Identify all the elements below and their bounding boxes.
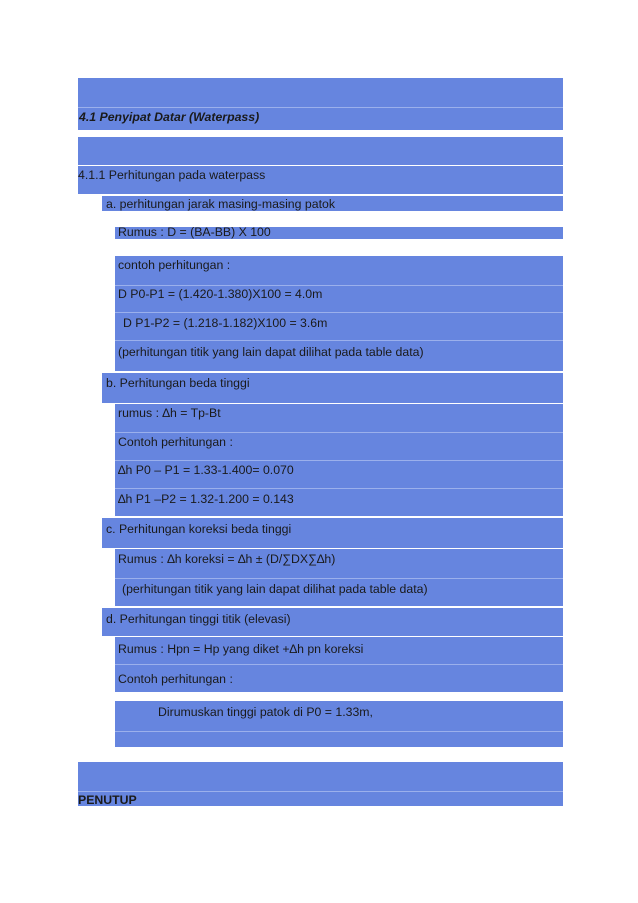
separator [115, 340, 563, 341]
separator [115, 664, 563, 665]
item-d-formula: Rumus : Hpn = Hp yang diket +∆h pn koreksi [118, 642, 364, 656]
band-spacer-1 [78, 137, 563, 165]
separator [78, 791, 563, 792]
item-b-line-2: ∆h P1 –P2 = 1.32-1.200 = 0.143 [118, 492, 294, 506]
separator [115, 312, 563, 313]
item-a-example-label: contoh perhitungan : [118, 258, 231, 272]
item-d-line-1: Dirumuskan tinggi patok di P0 = 1.33m, [158, 705, 373, 719]
item-d-title: d. Perhitungan tinggi titik (elevasi) [106, 612, 291, 626]
band-closing [78, 762, 563, 806]
item-a-line-1: D P0-P1 = (1.420-1.380)X100 = 4.0m [118, 287, 323, 301]
separator [115, 285, 563, 286]
separator [115, 432, 563, 433]
separator [115, 460, 563, 461]
section-heading: 4.1 Penyipat Datar (Waterpass) [79, 110, 260, 124]
item-a-line-2: D P1-P2 = (1.218-1.182)X100 = 3.6m [123, 316, 328, 330]
item-c-formula: Rumus : ∆h koreksi = ∆h ± (D/∑DX∑∆h) [118, 552, 336, 566]
item-a-note: (perhitungan titik yang lain dapat dilihat pada table data) [118, 345, 424, 359]
separator [115, 488, 563, 489]
item-b-line-1: ∆h P0 – P1 = 1.33-1.400= 0.070 [118, 463, 294, 477]
item-a-formula: Rumus : D = (BA-BB) X 100 [118, 225, 271, 239]
sub-heading: 4.1.1 Perhitungan pada waterpass [78, 168, 266, 182]
closing-heading: PENUTUP [78, 793, 137, 807]
item-b-formula: rumus : ∆h = Tp-Bt [118, 406, 221, 420]
item-b-example-label: Contoh perhitungan : [118, 435, 233, 449]
separator [115, 578, 563, 579]
item-a-title: a. perhitungan jarak masing-masing patok [106, 197, 335, 211]
item-d-example-label: Contoh perhitungan : [118, 672, 233, 686]
separator [78, 107, 563, 108]
separator [115, 731, 563, 732]
item-c-note: (perhitungan titik yang lain dapat dilihat pada table data) [122, 582, 428, 596]
item-c-title: c. Perhitungan koreksi beda tinggi [106, 522, 292, 536]
item-b-title: b. Perhitungan beda tinggi [106, 376, 250, 390]
